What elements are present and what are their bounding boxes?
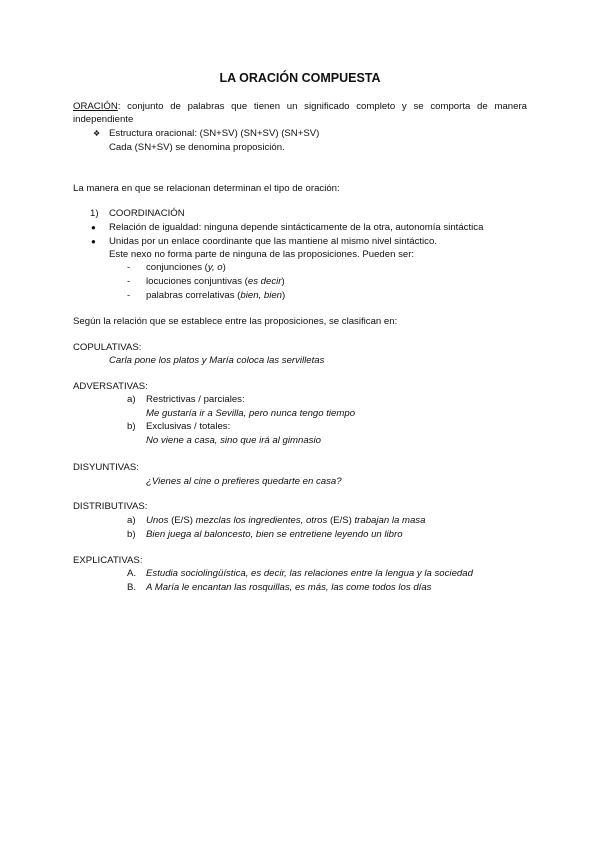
diamond-bullet-icon: ❖ bbox=[93, 129, 101, 138]
disyuntivas-example: ¿Vienes al cine o prefieres quedarte en casa? bbox=[146, 476, 342, 487]
page-title: LA ORACIÓN COMPUESTA bbox=[219, 71, 381, 85]
list-marker: a) bbox=[127, 394, 136, 405]
adversativas-example: No viene a casa, sino que irá al gimnasio bbox=[146, 435, 321, 446]
coordinacion-number: 1) bbox=[90, 208, 99, 219]
nexo-item: locuciones conjuntivas (es decir) bbox=[146, 276, 285, 287]
adversativas-label: Restrictivas / parciales: bbox=[146, 394, 245, 405]
oracion-definition bbox=[73, 101, 527, 113]
adversativas-label: Exclusivas / totales: bbox=[146, 421, 231, 432]
distributivas-heading: DISTRIBUTIVAS: bbox=[73, 501, 148, 512]
nexo-note: Este nexo no forma parte de ninguna de las proposiciones. Pueden ser: bbox=[109, 249, 415, 260]
distributivas-example: Bien juega al baloncesto, bien se entretiene leyendo un libro bbox=[146, 529, 403, 540]
disyuntivas-heading: DISYUNTIVAS: bbox=[73, 462, 139, 473]
copulativas-example: Carla pone los platos y María coloca las servilletas bbox=[109, 355, 325, 366]
bullet-icon: ● bbox=[91, 223, 96, 232]
intro-text: La manera en que se relacionan determinan el tipo de oración: bbox=[73, 183, 340, 194]
list-marker: A. bbox=[127, 568, 137, 579]
list-marker: b) bbox=[127, 529, 136, 540]
oracion-structure: Estructura oracional: (SN+SV) (SN+SV) (SN+SV) bbox=[109, 128, 320, 139]
dash-marker: - bbox=[127, 276, 131, 287]
oracion-definition-line2: independiente bbox=[73, 114, 134, 125]
coordinacion-bullet: Relación de igualdad: ninguna depende sintácticamente de la otra, autonomía sintáctica bbox=[109, 222, 484, 233]
list-marker: b) bbox=[127, 421, 136, 432]
adversativas-heading: ADVERSATIVAS: bbox=[73, 381, 148, 392]
list-marker: a) bbox=[127, 515, 136, 526]
bullet-icon: ● bbox=[91, 237, 96, 246]
copulativas-heading: COPULATIVAS: bbox=[73, 342, 142, 353]
nexo-item: palabras correlativas (bien, bien) bbox=[146, 290, 286, 301]
list-marker: B. bbox=[127, 582, 137, 593]
oracion-definition-line1: : conjunto de palabras que tienen un significado completo y se comporta de manera bbox=[117, 101, 527, 112]
dash-marker: - bbox=[127, 262, 131, 273]
dash-marker: - bbox=[127, 290, 131, 301]
coordinacion-heading: COORDINACIÓN bbox=[109, 208, 185, 219]
oracion-note: Cada (SN+SV) se denomina proposición. bbox=[109, 142, 285, 153]
adversativas-example: Me gustaría ir a Sevilla, pero nunca tengo tiempo bbox=[146, 408, 356, 419]
nexo-item: conjunciones (y, o) bbox=[146, 262, 226, 273]
classification-intro: Según la relación que se establece entre las proposiciones, se clasifican en: bbox=[73, 316, 398, 327]
oracion-term: ORACIÓN bbox=[73, 101, 118, 112]
explicativas-example: Estudia sociolingüística, es decir, las relaciones entre la lengua y la sociedad bbox=[146, 568, 473, 579]
explicativas-example: A María le encantan las rosquillas, es más, las come todos los días bbox=[146, 582, 432, 593]
explicativas-heading: EXPLICATIVAS: bbox=[73, 555, 143, 566]
coordinacion-bullet: Unidas por un enlace coordinante que las mantiene al mismo nivel sintáctico. bbox=[109, 236, 437, 247]
distributivas-example: Unos (E/S) mezclas los ingredientes, otros (E/S) trabajan la masa bbox=[146, 515, 426, 526]
